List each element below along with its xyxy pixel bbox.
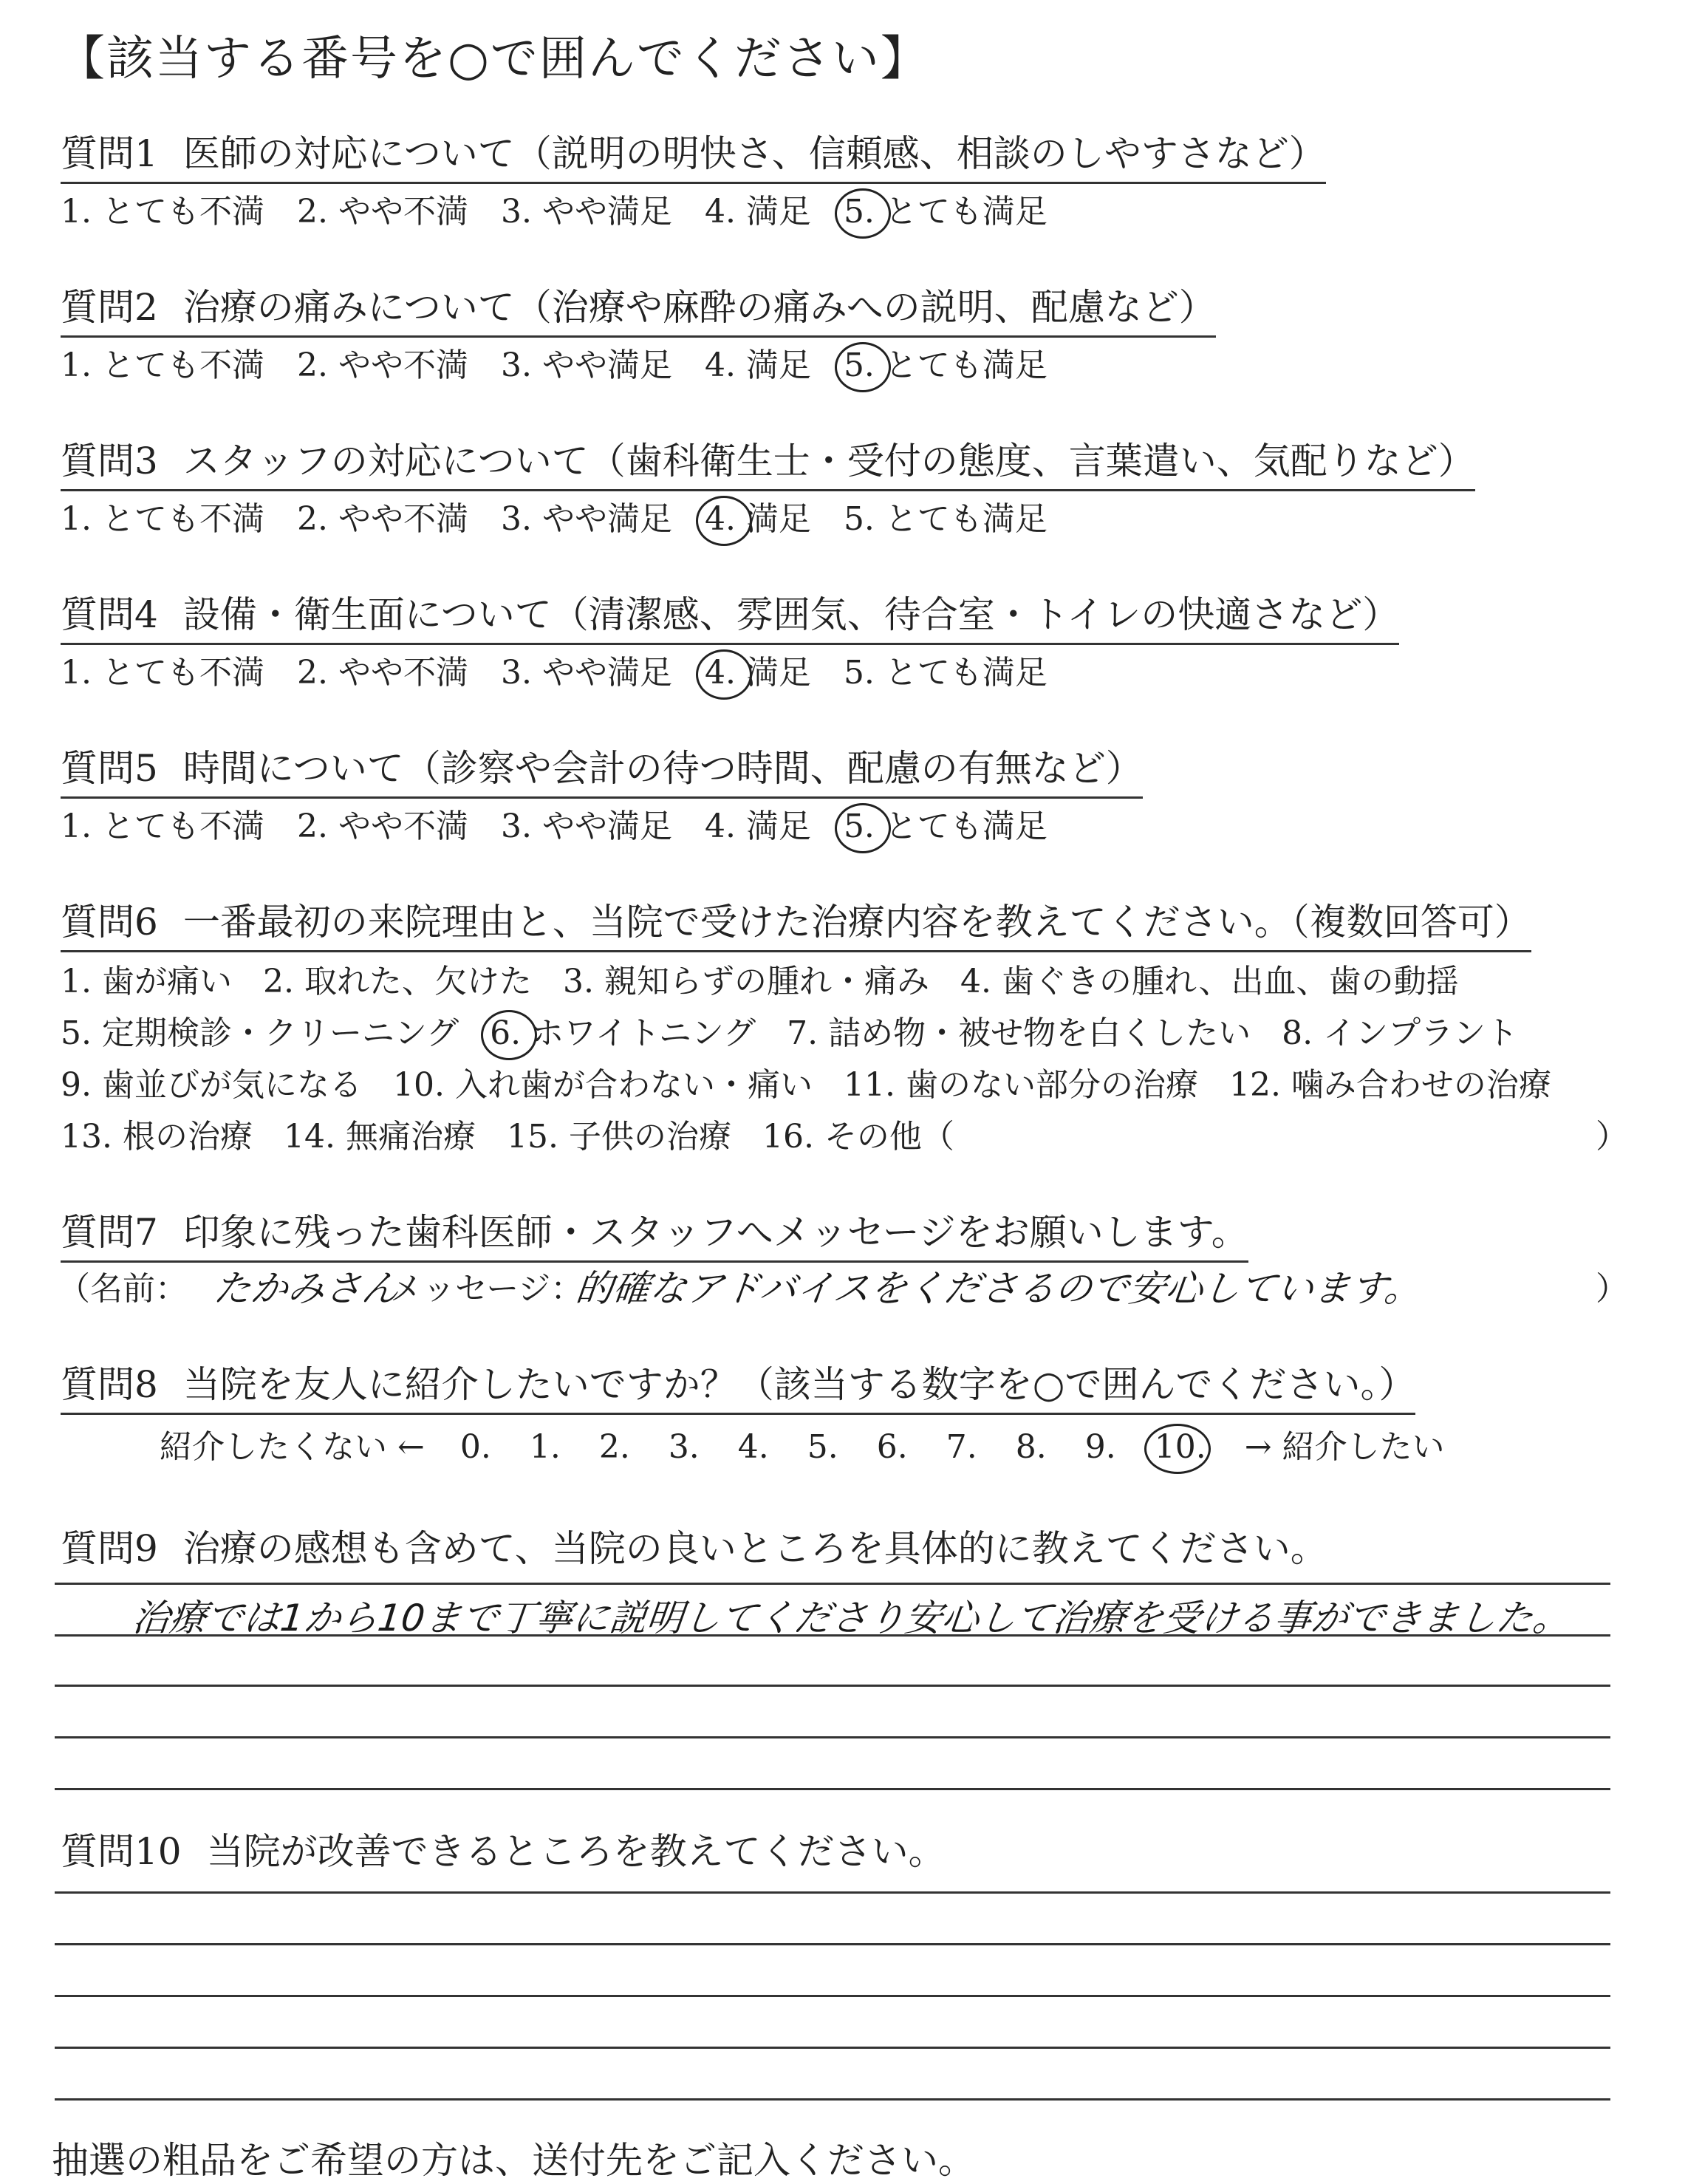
option-label: とても満足 [884, 193, 1047, 231]
option-number: 2. [296, 500, 328, 538]
option-label: 子供の治療 [568, 1118, 731, 1156]
option-2[interactable] [297, 338, 468, 386]
option-3[interactable] [501, 338, 672, 386]
option-number: 4. [704, 808, 736, 845]
option-number: 10. [392, 1066, 445, 1104]
answer-line [55, 1943, 1610, 1945]
question-8-text: 当院を友人に紹介したいですか？（該当する数字を○で囲んでください。） [182, 1363, 1416, 1406]
option-label: その他（ [824, 1118, 954, 1156]
scale-value[interactable]: 10. [1154, 1428, 1206, 1466]
question-7-text: 印象に残った歯科医師・スタッフへメッセージをお願いします。 [182, 1211, 1248, 1254]
option-label: 満足 [745, 500, 811, 538]
option-number: 3. [500, 193, 532, 231]
option-number: 1. [61, 808, 92, 845]
option-number: 12. [1228, 1066, 1281, 1104]
option-label: 歯が痛い [101, 963, 232, 1000]
question-7-title [61, 1203, 1248, 1263]
option-label: 噛み合わせの治療 [1291, 1066, 1551, 1104]
q6-option[interactable] [844, 1058, 1198, 1105]
question-4-number: 質問4 [61, 593, 158, 636]
option-label: やや満足 [541, 347, 672, 384]
option-number: 2. [296, 193, 328, 231]
q6-option[interactable] [61, 1006, 459, 1054]
option-label: 満足 [745, 808, 811, 845]
option-label: やや満足 [541, 193, 672, 231]
question-9-title [61, 1519, 1327, 1577]
answer-line [55, 1634, 1610, 1637]
question-3-options [61, 492, 1080, 539]
question-2-text: 治療の痛みについて（治療や麻酔の痛みへの説明、配慮など） [182, 286, 1216, 329]
option-1[interactable] [61, 492, 264, 539]
option-label: やや不満 [338, 808, 468, 845]
option-4[interactable] [705, 799, 811, 847]
answer-line [55, 1995, 1610, 1997]
question-2-options [61, 338, 1080, 386]
answer-line [55, 1583, 1610, 1585]
question-8-values [460, 1428, 1245, 1466]
scale-value[interactable]: 9. [1084, 1428, 1116, 1466]
question-7-name-value: たかみさん [211, 1267, 401, 1310]
question-8-number: 質問8 [61, 1363, 158, 1406]
question-6-title [61, 893, 1531, 952]
scale-value[interactable]: 1. [529, 1428, 561, 1466]
answer-line [55, 1891, 1610, 1894]
q6-option[interactable] [61, 1110, 253, 1157]
option-3[interactable] [501, 185, 672, 232]
question-8-scale [160, 1420, 1445, 1467]
question-7-name-label: （名前： [58, 1270, 188, 1308]
option-number: 6. [490, 1014, 522, 1052]
option-label: とても満足 [884, 500, 1047, 538]
question-1-title [61, 124, 1326, 184]
scale-value[interactable]: 7. [946, 1428, 977, 1466]
q6-option[interactable] [490, 1006, 756, 1054]
answer-line [55, 1736, 1610, 1738]
option-number: 3. [500, 500, 532, 538]
option-label: とても満足 [884, 808, 1047, 845]
q6-option[interactable] [563, 955, 929, 1002]
option-label: とても不満 [101, 808, 264, 845]
option-number: 1. [61, 347, 92, 384]
answer-line [55, 1685, 1610, 1687]
option-label: やや不満 [338, 193, 468, 231]
option-label: やや不満 [338, 500, 468, 538]
option-5[interactable] [844, 492, 1047, 539]
question-5-text: 時間について（診察や会計の待つ時間、配慮の有無など） [182, 747, 1143, 790]
q6-option[interactable] [507, 1110, 731, 1157]
scale-value[interactable]: 4. [737, 1428, 769, 1466]
question-2-title [61, 278, 1216, 338]
option-number: 9. [61, 1066, 92, 1104]
option-number: 3. [500, 808, 532, 845]
option-2[interactable] [297, 185, 468, 232]
question-6-row-1 [61, 955, 1490, 1002]
option-label: 無痛治療 [345, 1118, 476, 1156]
question-6-other-close: ） [1596, 1118, 1628, 1156]
option-number: 14. [283, 1118, 335, 1156]
question-2-number: 質問2 [61, 286, 158, 329]
question-10-text: 当院が改善できるところを教えてください。 [206, 1830, 946, 1873]
q6-option[interactable] [61, 955, 232, 1002]
option-label: ホワイトニング [531, 1014, 756, 1052]
scale-value[interactable]: 0. [459, 1428, 491, 1466]
option-number: 8. [1282, 1014, 1313, 1052]
answer-line [55, 1788, 1610, 1790]
option-label: 根の治療 [122, 1118, 253, 1156]
option-label: やや満足 [541, 654, 672, 692]
option-label: 歯ぐきの腫れ、出血、歯の動揺 [1001, 963, 1459, 1000]
option-number: 11. [843, 1066, 895, 1104]
option-number: 5. [61, 1014, 92, 1052]
option-number: 2. [262, 963, 294, 1000]
question-5-title [61, 739, 1143, 799]
question-7-message-value: 的確なアドバイスをくださるので安心しています。 [573, 1267, 1424, 1310]
option-number: 5. [843, 347, 875, 384]
question-3-text: スタッフの対応について（歯科衛生士・受付の態度、言葉遣い、気配りなど） [182, 440, 1475, 482]
option-1[interactable] [61, 185, 264, 232]
option-label: 歯並びが気になる [101, 1066, 362, 1104]
option-label: とても不満 [101, 193, 264, 231]
question-8-right-label: → 紹介したい [1244, 1428, 1445, 1466]
footer-text: 抽選の粗品をご希望の方は、送付先をご記入ください。 [52, 2139, 975, 2182]
option-label: とても満足 [884, 654, 1047, 692]
option-label: とても満足 [884, 347, 1047, 384]
question-7-number: 質問7 [61, 1211, 158, 1254]
question-1-number: 質問1 [61, 132, 158, 175]
question-5-options [61, 799, 1080, 847]
q6-option[interactable] [960, 955, 1459, 1002]
question-10-title [61, 1822, 946, 1880]
option-label: やや満足 [541, 808, 672, 845]
q6-option[interactable] [284, 1110, 476, 1157]
answer-line [55, 2047, 1610, 2049]
scale-value[interactable]: 6. [876, 1428, 908, 1466]
question-4-options [61, 646, 1080, 693]
q6-option[interactable] [787, 1006, 1251, 1054]
option-label: 詰め物・被せ物を白くしたい [828, 1014, 1251, 1052]
option-1[interactable] [61, 799, 264, 847]
option-number: 1. [61, 654, 92, 692]
option-number: 5. [843, 654, 875, 692]
option-label: 取れた、欠けた [304, 963, 532, 1000]
option-label: 入れ歯が合わない・痛い [454, 1066, 813, 1104]
question-5-number: 質問5 [61, 747, 158, 790]
question-8-title [61, 1355, 1415, 1415]
option-4[interactable] [705, 492, 811, 539]
option-number: 1. [61, 193, 92, 231]
question-3-number: 質問3 [61, 440, 158, 482]
option-3[interactable] [501, 646, 672, 693]
scale-value[interactable]: 5. [807, 1428, 838, 1466]
option-label: とても不満 [101, 500, 264, 538]
option-label: とても不満 [101, 347, 264, 384]
option-number: 5. [843, 808, 875, 845]
option-number: 3. [500, 347, 532, 384]
option-2[interactable] [297, 646, 468, 693]
question-1-options [61, 185, 1080, 232]
question-9-number: 質問9 [61, 1527, 158, 1570]
q6-option[interactable] [61, 1058, 362, 1105]
option-label: 満足 [745, 347, 811, 384]
question-8-left-label: 紹介したくない ← [160, 1428, 425, 1466]
option-5[interactable] [844, 646, 1047, 693]
option-number: 5. [843, 193, 875, 231]
option-number: 4. [960, 963, 991, 1000]
option-4[interactable] [705, 338, 811, 386]
scale-value[interactable]: 2. [598, 1428, 630, 1466]
option-number: 7. [787, 1014, 818, 1052]
option-label: 満足 [745, 654, 811, 692]
question-9-text: 治療の感想も含めて、当院の良いところを具体的に教えてください。 [182, 1527, 1327, 1570]
option-label: 親知らずの腫れ・痛み [604, 963, 929, 1000]
question-9-answer: 治療では1から10まで丁寧に説明してくださり安心して治療を受ける事ができました。 [130, 1597, 1573, 1639]
question-3-title [61, 431, 1475, 491]
page-heading: 【該当する番号を○で囲んでください】 [58, 32, 929, 86]
option-label: インプラント [1323, 1014, 1519, 1052]
option-label: 満足 [745, 193, 811, 231]
question-6-text: 一番最初の来院理由と、当院で受けた治療内容を教えてください。（複数回答可） [182, 901, 1531, 943]
option-5[interactable] [844, 338, 1047, 386]
option-3[interactable] [501, 492, 672, 539]
option-label: やや不満 [338, 654, 468, 692]
option-number: 4. [704, 500, 736, 538]
option-label: 定期検診・クリーニング [101, 1014, 459, 1052]
question-10-number: 質問10 [61, 1830, 182, 1873]
question-6-number: 質問6 [61, 901, 158, 943]
q6-option[interactable] [263, 955, 532, 1002]
question-4-title [61, 585, 1399, 645]
question-7-close: ） [1596, 1270, 1628, 1308]
option-4[interactable] [705, 185, 811, 232]
q6-option[interactable] [762, 1110, 954, 1157]
q6-option[interactable] [1229, 1058, 1551, 1105]
option-number: 4. [704, 193, 736, 231]
option-label: 歯のない部分の治療 [905, 1066, 1198, 1104]
option-number: 3. [500, 654, 532, 692]
option-label: とても不満 [101, 654, 264, 692]
option-1[interactable] [61, 646, 264, 693]
option-number: 5. [843, 500, 875, 538]
option-4[interactable] [705, 646, 811, 693]
question-6-row-2 [61, 1006, 1549, 1054]
option-2[interactable] [297, 492, 468, 539]
option-number: 15. [506, 1118, 558, 1156]
question-6-row-4 [61, 1110, 985, 1157]
answer-line [55, 2098, 1610, 2101]
option-1[interactable] [61, 338, 264, 386]
option-number: 2. [296, 654, 328, 692]
option-number: 2. [296, 347, 328, 384]
option-number: 13. [61, 1118, 112, 1156]
option-5[interactable] [844, 799, 1047, 847]
option-label: やや不満 [338, 347, 468, 384]
option-number: 2. [296, 808, 328, 845]
option-number: 1. [61, 963, 92, 1000]
question-1-text: 医師の対応について（説明の明快さ、信頼感、相談のしやすさなど） [182, 132, 1326, 175]
q6-option[interactable] [393, 1058, 813, 1105]
option-2[interactable] [297, 799, 468, 847]
option-3[interactable] [501, 799, 672, 847]
option-number: 4. [704, 347, 736, 384]
question-4-text: 設備・衛生面について（清潔感、雰囲気、待合室・トイレの快適さなど） [182, 593, 1400, 636]
option-number: 1. [61, 500, 92, 538]
option-number: 3. [562, 963, 594, 1000]
option-number: 4. [704, 654, 736, 692]
option-label: やや満足 [541, 500, 672, 538]
option-5[interactable] [844, 185, 1047, 232]
scale-value[interactable]: 3. [668, 1428, 700, 1466]
question-6-row-3 [61, 1058, 1582, 1105]
question-7-message-label: メッセージ： [390, 1270, 584, 1308]
option-number: 16. [762, 1118, 814, 1156]
scale-value[interactable]: 8. [1015, 1428, 1047, 1466]
q6-option[interactable] [1282, 1006, 1518, 1054]
